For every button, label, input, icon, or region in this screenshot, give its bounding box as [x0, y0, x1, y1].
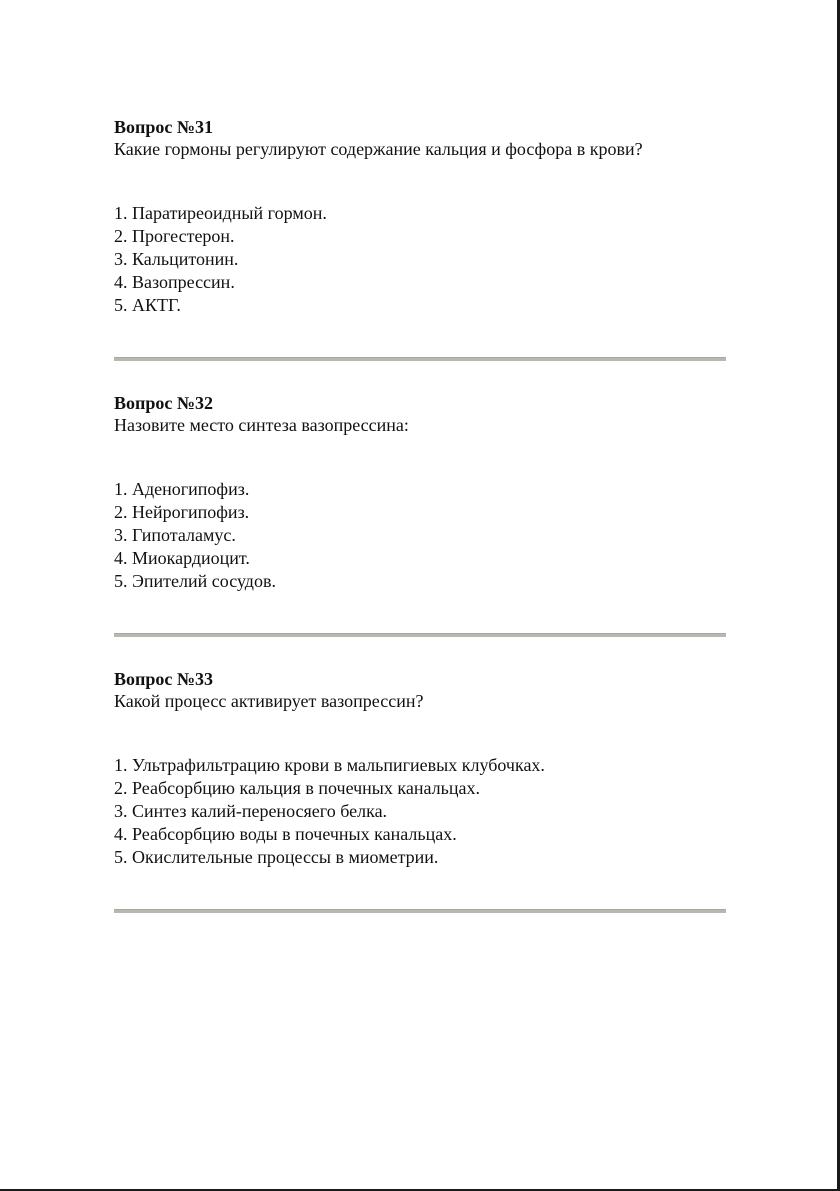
answer-option: 4. Реабсорбцию воды в почечных канальцах.: [114, 824, 457, 844]
answer-option: 4. Вазопрессин.: [114, 272, 235, 292]
answer-list: [114, 478, 726, 593]
question-divider: [114, 357, 726, 361]
answer-option: 5. Эпителий сосудов.: [114, 571, 276, 591]
question-32: [114, 392, 726, 593]
answer-list: [114, 754, 726, 869]
answer-option: 2. Нейрогипофиз.: [114, 502, 250, 522]
question-divider: [114, 909, 726, 913]
question-text: Какой процесс активирует вазопрессин?: [114, 691, 424, 711]
answer-option: 5. АКТГ.: [114, 295, 181, 315]
answer-option: 3. Гипоталамус.: [114, 525, 236, 545]
question-title: Вопрос №33: [114, 669, 213, 689]
answer-option: 1. Ультрафильтрацию крови в мальпигиевых клубочках.: [114, 755, 545, 775]
answer-option: 3. Синтез калий-переносяего белка.: [114, 801, 388, 821]
answer-option: 1. Аденогипофиз.: [114, 479, 250, 499]
answer-option: 2. Прогестерон.: [114, 226, 235, 246]
question-title: Вопрос №32: [114, 393, 213, 413]
answer-option: 5. Окислительные процессы в миометрии.: [114, 847, 439, 867]
question-31: [114, 116, 726, 317]
answer-list: [114, 202, 726, 317]
question-text: Назовите место синтеза вазопрессина:: [114, 415, 409, 435]
answer-option: 1. Паратиреоидный гормон.: [114, 203, 327, 223]
answer-option: 3. Кальцитонин.: [114, 249, 239, 269]
answer-option: 2. Реабсорбцию кальция в почечных канальцах.: [114, 778, 480, 798]
question-title: Вопрос №31: [114, 117, 213, 137]
question-text: Какие гормоны регулируют содержание кальция и фосфора в крови?: [114, 139, 643, 159]
question-33: [114, 668, 726, 869]
question-divider: [114, 633, 726, 637]
answer-option: 4. Миокардиоцит.: [114, 548, 250, 568]
